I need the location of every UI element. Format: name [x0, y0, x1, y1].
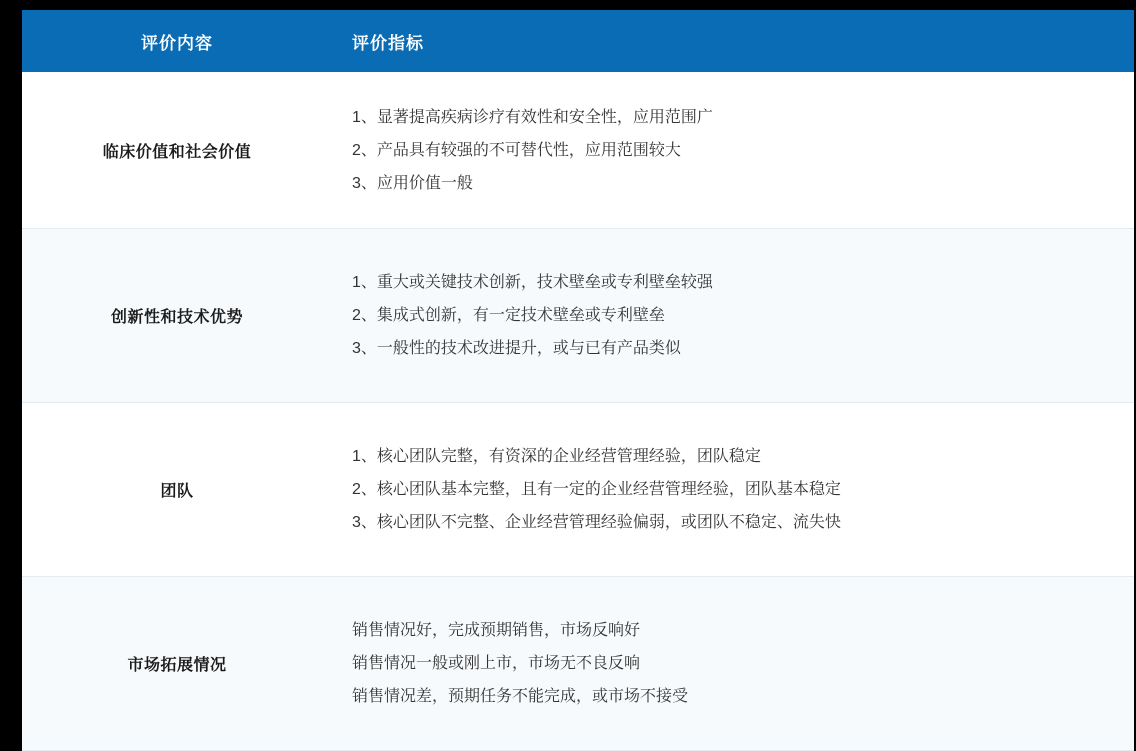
metric-line: 销售情况差，预期任务不能完成，或市场不接受 [352, 688, 689, 705]
row-metric-cell [332, 403, 1134, 577]
metric-line: 1、核心团队完整，有资深的企业经营管理经验，团队稳定 [352, 448, 761, 465]
row-metric-cell [332, 577, 1134, 751]
metric-line: 2、产品具有较强的不可替代性，应用范围较大 [352, 141, 681, 159]
table-header-row [22, 10, 1134, 72]
evaluation-table [22, 10, 1134, 751]
metric-line: 2、核心团队基本完整，且有一定的企业经营管理经验，团队基本稳定 [352, 481, 841, 498]
table-header [22, 10, 1134, 72]
metric-line: 1、显著提高疾病诊疗有效性和安全性，应用范围广 [352, 108, 713, 126]
metric-line: 3、核心团队不完整、企业经营管理经验偏弱，或团队不稳定、流失快 [352, 514, 841, 531]
table-row [22, 229, 1134, 403]
table-body [22, 72, 1134, 751]
row-metric-cell [332, 72, 1134, 229]
metric-line: 1、重大或关键技术创新，技术壁垒或专利壁垒较强 [352, 274, 713, 291]
metric-line: 3、一般性的技术改进提升，或与已有产品类似 [352, 340, 681, 357]
column-header-metric: 评价指标 [332, 10, 1134, 72]
row-metric-cell [332, 229, 1134, 403]
row-category-label: 临床价值和社会价值 [22, 72, 332, 229]
metric-line: 3、应用价值一般 [352, 174, 473, 192]
row-category-label: 团队 [22, 403, 332, 577]
evaluation-table-container [22, 10, 1114, 751]
column-header-content: 评价内容 [22, 10, 332, 72]
table-row [22, 577, 1134, 751]
metric-line: 2、集成式创新，有一定技术壁垒或专利壁垒 [352, 307, 665, 324]
metric-line: 销售情况好，完成预期销售，市场反响好 [352, 622, 641, 639]
table-row [22, 72, 1134, 229]
row-category-label: 创新性和技术优势 [22, 229, 332, 403]
metric-line: 销售情况一般或刚上市，市场无不良反响 [352, 655, 641, 672]
row-category-label: 市场拓展情况 [22, 577, 332, 751]
table-row [22, 403, 1134, 577]
